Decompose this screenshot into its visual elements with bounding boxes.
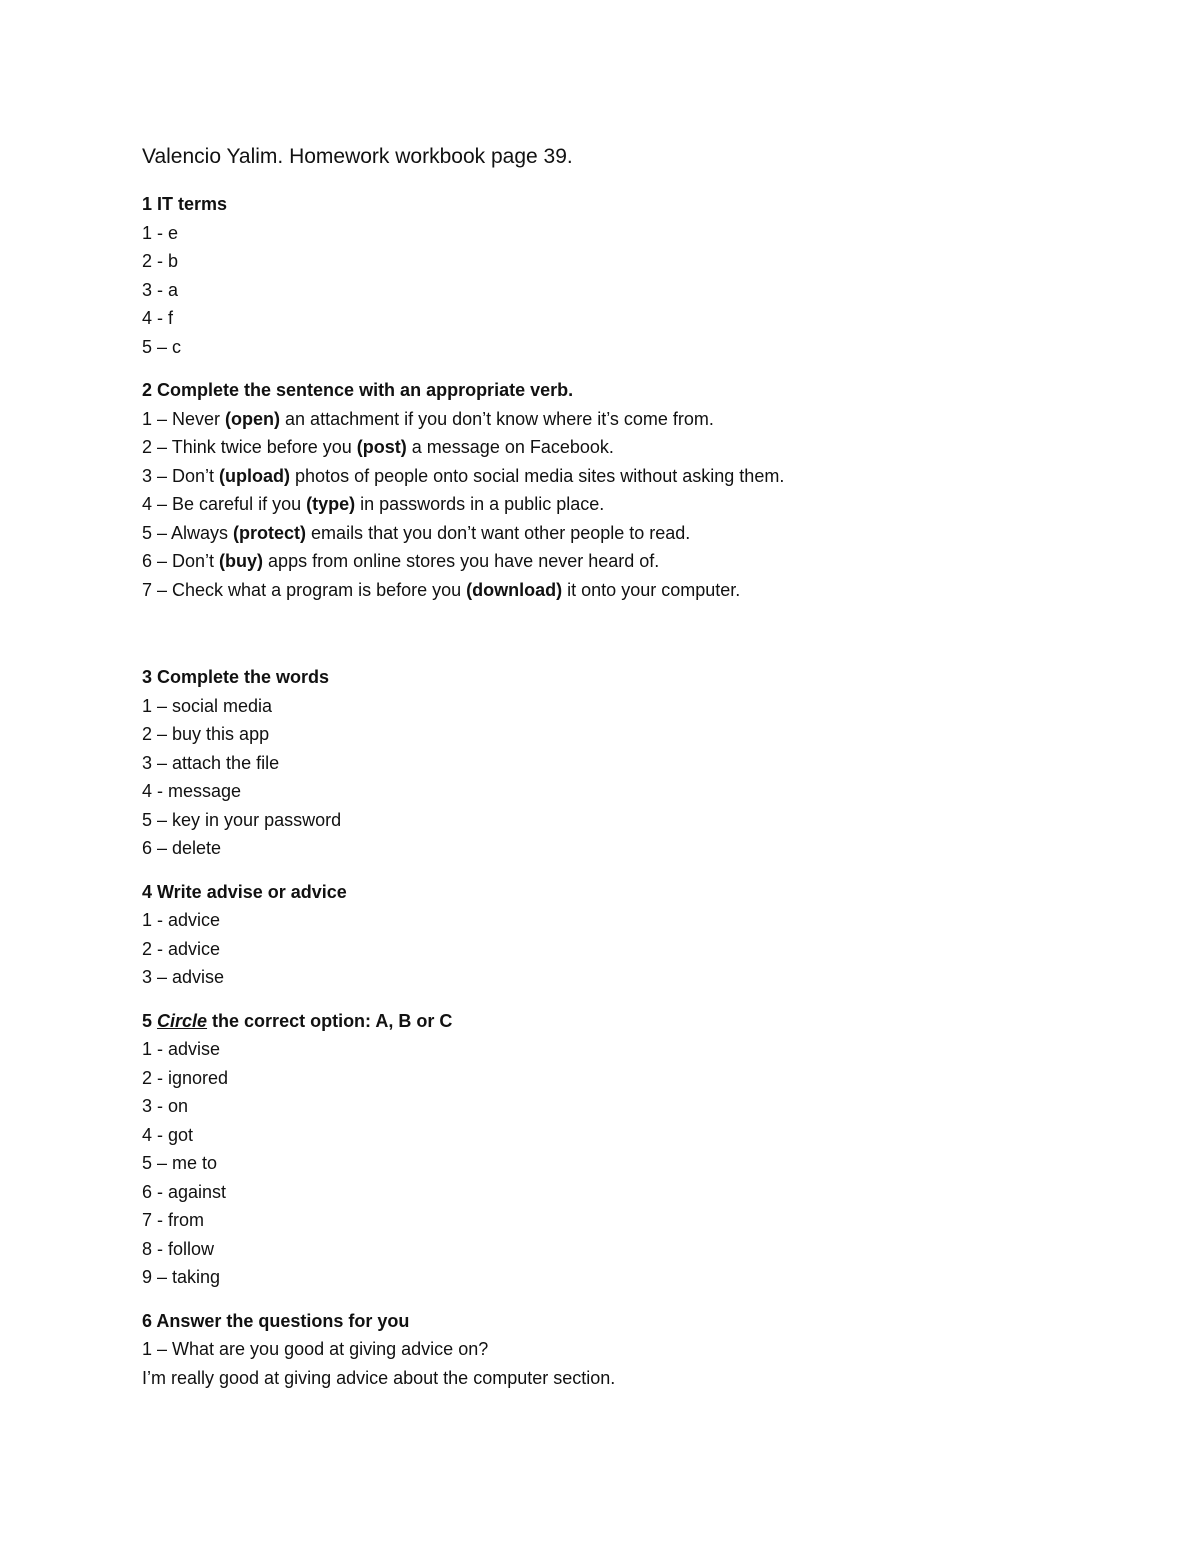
sentence-text: 4 – Be careful if you (142, 494, 307, 514)
answer-line: 1 - advice (142, 910, 221, 930)
answer-line: 9 – taking (142, 1267, 221, 1287)
question-line: 1 – What are you good at giving advice on? (142, 1339, 489, 1359)
section-advise-advice (142, 878, 1082, 992)
sentence-text: 2 – Think twice before you (142, 437, 357, 457)
answer-line: 1 – social media (142, 695, 273, 716)
answer-line: 2 - ignored (142, 1067, 229, 1088)
answer-line: 4 - got (142, 1124, 194, 1145)
answer-line: I’m really good at giving advice about the computer section. (142, 1367, 616, 1388)
sentence-line (142, 462, 1082, 491)
section-heading: 1 IT terms (142, 194, 228, 214)
sentence-text: a message on Facebook. (406, 437, 614, 457)
verb-answer: (upload) (219, 465, 291, 486)
blank-spacer (142, 619, 1082, 663)
answer-line: 5 – key in your password (142, 809, 342, 830)
document-body (142, 142, 1082, 1407)
sentence-text: 1 – Never (142, 408, 226, 429)
answer-line: 5 – me to (142, 1153, 218, 1173)
answer-line: 4 - message (142, 781, 242, 801)
heading-text: the correct option: A, B or C (207, 1010, 453, 1031)
sentence-line (142, 433, 1082, 462)
sentence-text: an attachment if you don’t know where it’s come from. (280, 408, 714, 429)
answer-line: 2 - advice (142, 938, 221, 959)
answer-line: 3 - a (142, 279, 179, 300)
section-heading: 6 Answer the questions for you (142, 1310, 410, 1331)
section-it-terms (142, 190, 1082, 361)
answer-line: 2 - b (142, 251, 179, 271)
verb-answer: (open) (225, 408, 281, 429)
sentence-text: emails that you don’t want other people to read. (306, 522, 691, 543)
sentence-text: 6 – Don’t (142, 551, 220, 571)
answer-line: 2 – buy this app (142, 724, 270, 744)
heading-emphasis: Circle (157, 1010, 208, 1031)
answer-line: 3 – attach the file (142, 752, 280, 773)
sentence-text: in passwords in a public place. (355, 494, 605, 514)
verb-answer: (buy) (219, 551, 264, 571)
sentence-line (142, 547, 1082, 576)
sentence-line (142, 490, 1082, 519)
sentence-text: photos of people onto social media sites without asking them. (290, 465, 785, 486)
answer-line: 3 - on (142, 1096, 189, 1116)
answer-line: 7 - from (142, 1210, 205, 1230)
sentence-text: 5 – Always (142, 522, 234, 543)
sentence-text: 7 – Check what a program is before you (142, 579, 467, 600)
verb-answer: (type) (306, 494, 356, 514)
sentence-line (142, 519, 1082, 548)
answer-line: 4 - f (142, 308, 174, 328)
heading-text: 5 (142, 1010, 158, 1031)
verb-answer: (protect) (233, 522, 307, 543)
sentence-line (142, 576, 1082, 605)
section-heading: 3 Complete the words (142, 667, 330, 687)
section-complete-words (142, 663, 1082, 863)
verb-answer: (post) (356, 437, 407, 457)
sentence-text: apps from online stores you have never heard of. (263, 551, 660, 571)
answer-line: 8 - follow (142, 1238, 215, 1259)
answer-line: 5 – c (142, 336, 182, 357)
sentence-text: 3 – Don’t (142, 465, 220, 486)
section-answer-questions (142, 1307, 1082, 1393)
sentence-line (142, 405, 1082, 434)
document-title: Valencio Yalim. Homework workbook page 39. (142, 145, 573, 168)
verb-answer: (download) (466, 579, 563, 600)
section-heading: 4 Write advise or advice (142, 881, 347, 902)
sentence-text: it onto your computer. (562, 579, 741, 600)
answer-line: 1 - advise (142, 1039, 221, 1059)
section-heading (142, 1007, 1082, 1036)
section-heading: 2 Complete the sentence with an appropriate verb. (142, 380, 574, 400)
answer-line: 1 - e (142, 222, 179, 243)
answer-line: 3 – advise (142, 967, 225, 987)
section-complete-sentence (142, 376, 1082, 604)
answer-line: 6 - against (142, 1181, 227, 1202)
answer-line: 6 – delete (142, 838, 222, 858)
section-circle-option (142, 1007, 1082, 1292)
